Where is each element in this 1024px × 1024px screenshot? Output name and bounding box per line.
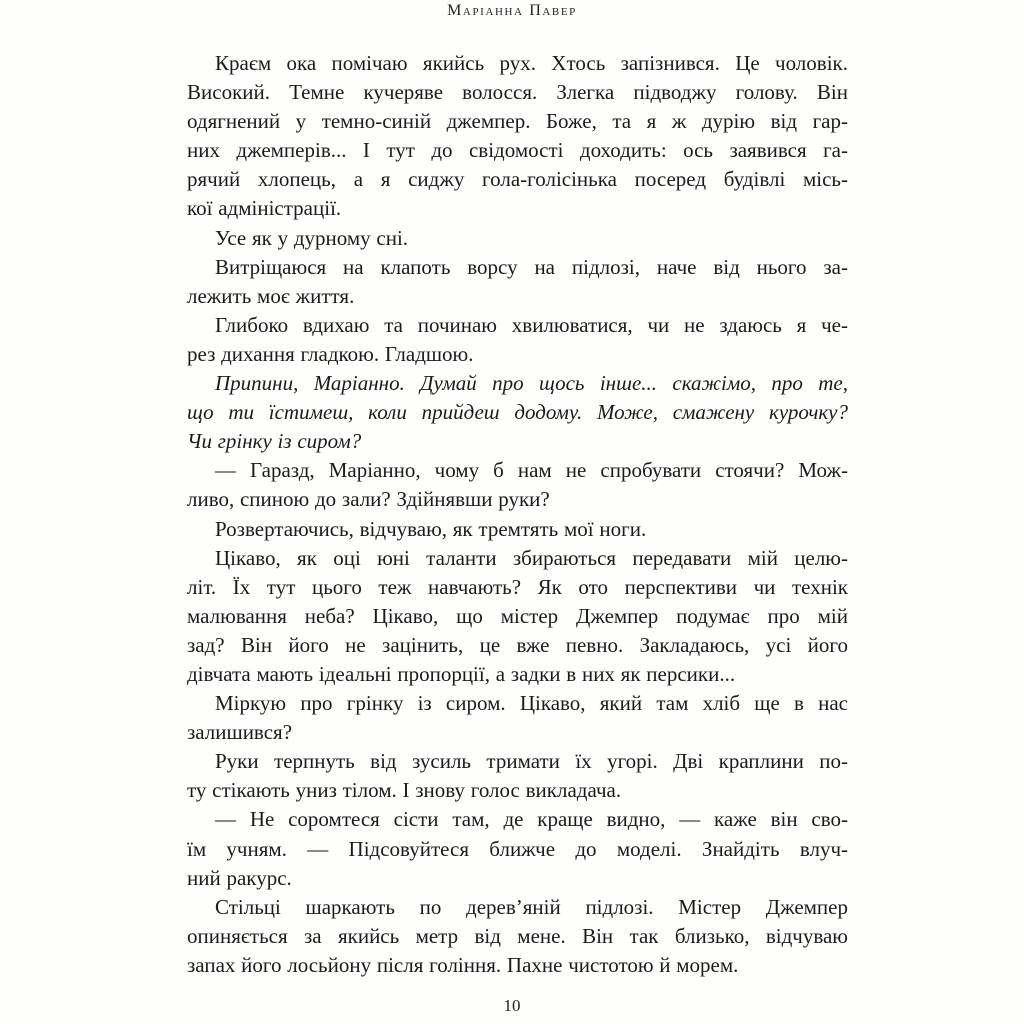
text-line: рез дихання гладкою. Гладшою. xyxy=(187,341,474,366)
text-line: Припини, Маріанно. Думай про щось інше... скажімо, про те, xyxy=(215,371,848,396)
text-line: Чи грінку із сиром? xyxy=(187,429,362,454)
text-line: Стільці шаркають по дерев’яній підлозі. Містер Джемпер xyxy=(215,894,848,919)
text-line: ту стікають униз тілом. І знову голос викладача. xyxy=(187,778,622,803)
text-line: одягнений у темно-синій джемпер. Боже, та я ж дурію від гар- xyxy=(187,109,848,134)
text-line: малювання неба? Цікаво, що містер Джемпер подумає про мій xyxy=(187,603,848,628)
body-text xyxy=(187,49,848,980)
text-line: них джемперів... І тут до свідомості доходить: ось заявився га- xyxy=(187,138,848,163)
text-line: ний ракурс. xyxy=(187,865,292,890)
text-line: ливо, спиною до зали? Здійнявши руки? xyxy=(187,487,550,512)
text-line: — Не соромтеся сісти там, де краще видно, — каже він сво- xyxy=(215,807,848,832)
text-line: Глибоко вдихаю та починаю хвилюватися, чи не здаюсь я че- xyxy=(215,312,848,337)
text-line: що ти їстимеш, коли прийдеш додому. Може, смажену курочку? xyxy=(187,400,848,425)
text-line: літ. Їх тут цього теж навчають? Як ото перспективи чи технік xyxy=(187,574,848,599)
text-line: Високий. Темне кучеряве волосся. Злегка підводжу голову. Він xyxy=(187,80,848,105)
text-line: дівчата мають ідеальні пропорції, а задки в них як персики... xyxy=(187,661,736,686)
text-line: залишився? xyxy=(187,720,293,745)
text-line: Руки терпнуть від зусиль тримати їх угорі. Дві краплини по- xyxy=(215,749,848,774)
text-line: Міркую про грінку із сиром. Цікаво, який там хліб ще в нас xyxy=(215,691,848,716)
text-line: рячий хлопець, а я сиджу гола-голісінька посеред будівлі місь- xyxy=(187,167,848,192)
running-header: Маріанна Павер xyxy=(447,2,577,19)
text-line: Витріщаюся на клапоть ворсу на підлозі, наче від нього за- xyxy=(215,254,848,279)
text-line: опиняється за якийсь метр від мене. Він так близько, відчуваю xyxy=(187,923,848,948)
text-line: Краєм ока помічаю якийсь рух. Хтось запізнився. Це чоловік. xyxy=(215,51,848,75)
text-line: запах його лосьйону після гоління. Пахне чистотою й морем. xyxy=(187,952,739,977)
text-line: кої адміністрації. xyxy=(187,196,342,221)
text-line: зад? Він його не зацінить, це вже певно. Закладаюсь, усі його xyxy=(187,632,848,657)
text-line: їм учням. — Підсовуйтеся ближче до моделі. Знайдіть влуч- xyxy=(187,836,848,861)
text-line: Усе як у дурному сні. xyxy=(215,225,409,250)
page-number: 10 xyxy=(503,996,521,1015)
text-line: Цікаво, як оці юні таланти збираються передавати мій целю- xyxy=(215,545,848,570)
text-line: лежить моє життя. xyxy=(187,283,355,308)
text-line: Розвертаючись, відчуваю, як тремтять мої ноги. xyxy=(215,516,647,541)
text-line: — Гаразд, Маріанно, чому б нам не спробувати стоячи? Мож- xyxy=(215,458,848,483)
